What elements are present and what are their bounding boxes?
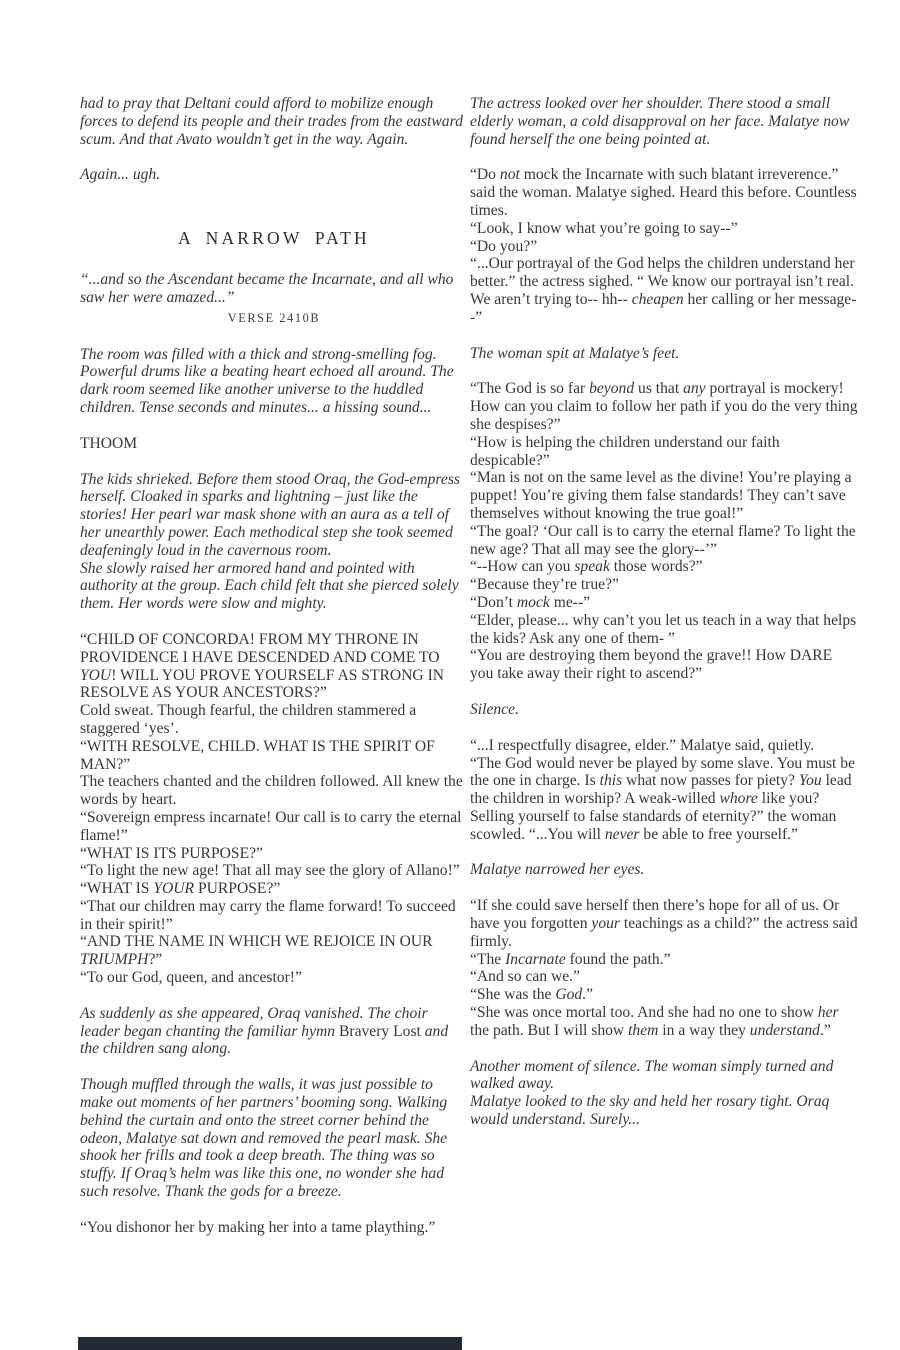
left-column: [80, 95, 468, 1237]
paragraph: “Because they’re true?”: [470, 576, 619, 594]
paragraph: The teachers chanted and the children followed. All knew the words by heart.: [80, 773, 463, 809]
paragraph: “That our children may carry the flame forward! To succeed in their spirit!”: [80, 897, 456, 933]
paragraph: “To light the new age! That all may see the glory of Allano!”: [80, 862, 460, 880]
paragraph: “The goal? ‘Our call is to carry the eternal flame? To light the new age? That all may see the glory--’”: [470, 522, 856, 558]
left-column-intro: [80, 95, 468, 184]
paragraph: Silence.: [470, 700, 519, 718]
paragraph: Again... ugh.: [80, 166, 161, 184]
paragraph: “Sovereign empress incarnate! Our call is to carry the eternal flame!”: [80, 808, 462, 844]
paragraph: “She was once mortal too. And she had no one to show her the path. But I will show them in a way they understand.”: [470, 1004, 839, 1039]
paragraph: Another moment of silence. The woman simply turned and walked away. Malatye looked to the sky and held her rosary tight. Oraq would understand. Surely...: [470, 1057, 834, 1129]
reading-progress-bar: [78, 1337, 462, 1350]
paragraph: “Don’t mock me--”: [470, 593, 591, 611]
paragraph: “Look, I know what you’re going to say--”: [470, 219, 738, 237]
right-column: [470, 95, 858, 1129]
paragraph: The actress looked over her shoulder. There stood a small elderly woman, a cold disapproval on her face. Malatye now found herself the one being pointed at.: [470, 95, 850, 148]
paragraph: “Do not mock the Incarnate with such blatant irreverence.” said the woman. Malatye sighed. Heard this before. Countless times.: [470, 166, 857, 219]
paragraph: had to pray that Deltani could afford to mobilize enough forces to defend its people and their trades from the eastward scum. And that Avato wouldn’t get in the way. Again.: [80, 95, 463, 148]
paragraph: “AND THE NAME IN WHICH WE REJOICE IN OUR TRIUMPH?”: [80, 933, 433, 969]
paragraph: “And so can we.”: [470, 968, 580, 986]
paragraph: “--How can you speak those words?”: [470, 558, 703, 576]
paragraph: The woman spit at Malatye’s feet.: [470, 344, 680, 362]
paragraph: “The Incarnate found the path.”: [470, 950, 671, 968]
paragraph: “The God would never be played by some slave. You must be the one in charge. Is this what now passes for piety? You lead the children in worship? A weak-willed whore like you? Selling yourself to false standards of eternity?” the woman scowled. “...You will never be able to free yourself.”: [470, 754, 856, 843]
paragraph: “WHAT IS YOUR PURPOSE?”: [80, 880, 281, 898]
paragraph: “She was the God.”: [470, 986, 593, 1004]
paragraph: Cold sweat. Though fearful, the children stammered a staggered ‘yes’.: [80, 702, 417, 737]
paragraph: “CHILD OF CONCORDA! FROM MY THRONE IN PROVIDENCE I HAVE DESCENDED AND COME TO YOU! WILL YOU PROVE YOURSELF AS STRONG IN RESOLVE AS YOUR ANCESTORS?”: [80, 630, 445, 702]
paragraph: “How is helping the children understand our faith despicable?”: [470, 433, 780, 469]
paragraph: “You are destroying them beyond the grave!! How DARE you take away their right to ascend?”: [470, 647, 833, 683]
paragraph: Though muffled through the walls, it was just possible to make out moments of her partners’ booming song. Walking behind the curtain and onto the street corner behind the odeon, Malatye sat down and removed the pearl mask. She shook her frills and took a deep breath. The thing was so stuffy. If Oraq’s helm was like this one, no wonder she had such resolve. Thank the gods for a breeze.: [80, 1076, 448, 1201]
paragraph: The room was filled with a thick and strong-smelling fog. Powerful drums like a beating heart echoed all around. The dark room seemed like another universe to the huddled children. Tense seconds and minutes... a hissing sound...: [80, 345, 454, 416]
chapter-title: A NARROW PATH: [178, 228, 370, 249]
right-column-body: [470, 95, 858, 1129]
paragraph: “The God is so far beyond us that any portrayal is mockery! How can you claim to follow her path if you do the very thing she despises?”: [470, 380, 858, 433]
paragraph: “...I respectfully disagree, elder.” Malatye said, quietly.: [470, 736, 815, 754]
paragraph: THOOM: [80, 434, 138, 452]
paragraph: As suddenly as she appeared, Oraq vanished. The choir leader began chanting the familiar hymn Bravery Lost and the children sang along.: [80, 1004, 449, 1058]
paragraph: “WITH RESOLVE, CHILD. WHAT IS THE SPIRIT OF MAN?”: [80, 737, 435, 773]
paragraph: “...Our portrayal of the God helps the children understand her better.” the actress sighed. “ We know our portrayal isn’t real. We aren’t trying to-- hh-- cheapen her calling or her message--”: [470, 255, 857, 326]
paragraph: “Man is not on the same level as the divine! You’re playing a puppet! You’re giving them false standards! They can’t save themselves without knowing the true goal!”: [470, 469, 852, 522]
paragraph: “If she could save herself then there’s hope for all of us. Or have you forgotten your teachings as a child?” the actress said firmly.: [470, 897, 858, 950]
paragraph: “WHAT IS ITS PURPOSE?”: [80, 844, 263, 862]
epigraph: “...and so the Ascendant became the Incarnate, and all who saw her were amazed...”: [80, 271, 454, 306]
paragraph: “To our God, queen, and ancestor!”: [80, 969, 302, 987]
paragraph: Malatye narrowed her eyes.: [470, 861, 645, 879]
paragraph: “You dishonor her by making her into a tame plaything.”: [80, 1218, 436, 1236]
left-column-body: [80, 346, 468, 1237]
paragraph: “Do you?”: [470, 237, 538, 255]
paragraph: The kids shrieked. Before them stood Oraq, the God-empress herself. Cloaked in sparks and lightning – just like the stories! Her pearl war mask shone with an aura as a tell of her unearthly power. Each methodical step she took seemed deafeningly loud in the cavernous room. She slowly raised her armored hand and pointed with authority at the group. Each child felt that she pierced solely them. Her words were slow and mighty.: [80, 470, 460, 613]
verse-caption: VERSE 2410B: [227, 310, 321, 325]
paragraph: “Elder, please... why can’t you let us teach in a way that helps the kids? Ask any one of them- ”: [470, 611, 857, 647]
